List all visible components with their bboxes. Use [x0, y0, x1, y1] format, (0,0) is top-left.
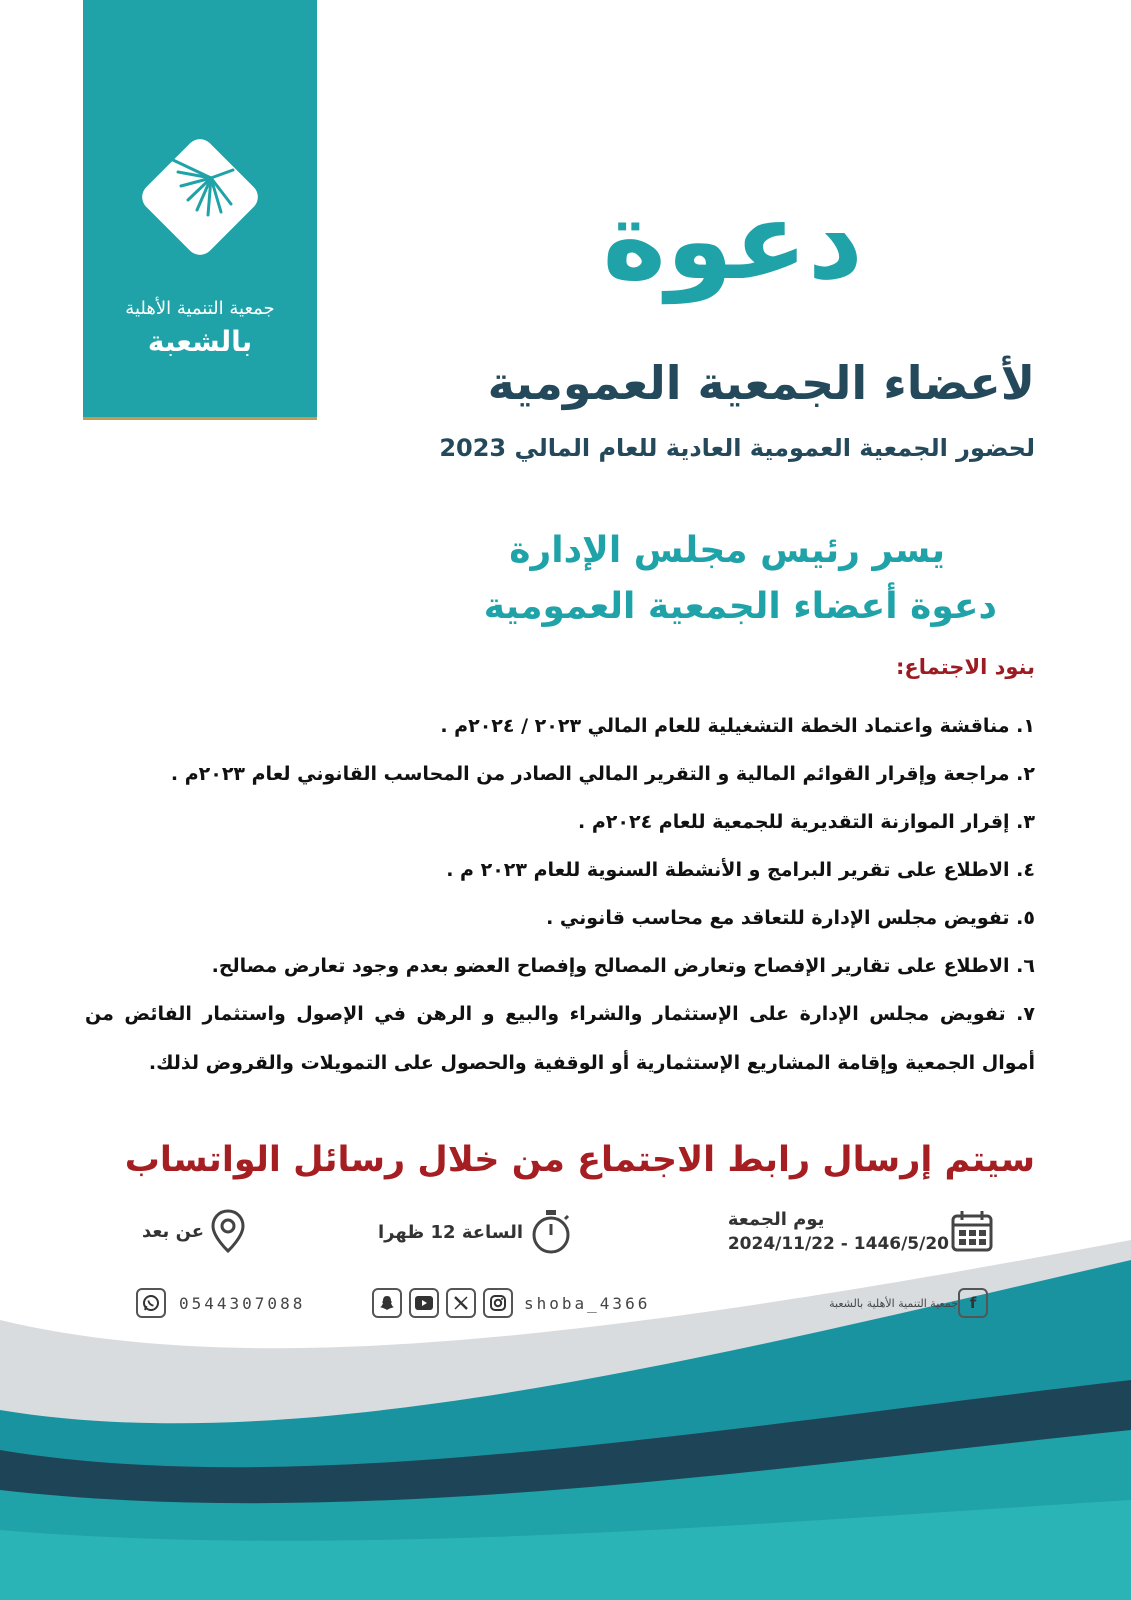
- agenda-item: ٧. تفويض مجلس الإدارة على الإستثمار والشراء والبيع و الرهن في الإصول واستثمار الفائض من أموال الجمعية وإقامة المشاريع الإستثمارية أو الوقفية والحصول على التمويلات والقروض لذلك.: [85, 1003, 1035, 1074]
- facebook-contact: [821, 1288, 995, 1318]
- calendar-icon: [949, 1208, 995, 1254]
- page-description: لحضور الجمعية العمومية العادية للعام المالي 2023: [439, 434, 1035, 462]
- org-name-line1: جمعية التنمية الأهلية: [125, 298, 275, 319]
- agenda-heading: بنود الاجتماع:: [896, 655, 1035, 679]
- location-pin-icon: [210, 1208, 246, 1254]
- page-subtitle: لأعضاء الجمعية العمومية: [487, 356, 1035, 410]
- palm-logo-icon: [133, 130, 267, 264]
- agenda-item: ٤. الاطلاع على تقرير البرامج و الأنشطة السنوية للعام ٢٠٢٣ م .: [446, 859, 1035, 881]
- agenda-item: ٥. تفويض مجلس الإدارة للتعاقد مع محاسب قانوني .: [546, 907, 1035, 929]
- instagram-icon[interactable]: [483, 1288, 513, 1318]
- whatsapp-icon[interactable]: [136, 1288, 166, 1318]
- agenda-item: ٣. إقرار الموازنة التقديرية للجمعية للعام ٢٠٢٤م .: [578, 811, 1035, 833]
- agenda-item: ٦. الاطلاع على تقارير الإفصاح وتعارض المصالح وإفصاح العضو بعدم وجود تعارض مصالح.: [211, 955, 1035, 977]
- event-date-text: [728, 1209, 949, 1254]
- agenda-item: ٢. مراجعة وإقرار القوائم المالية و التقرير المالي الصادر من المحاسب القانوني لعام ٢٠٢٣م .: [170, 763, 1035, 785]
- event-time: [372, 1208, 573, 1256]
- whatsapp-contact: [136, 1288, 305, 1318]
- snapchat-icon[interactable]: [372, 1288, 402, 1318]
- event-mode-label: عن بعد: [142, 1220, 205, 1242]
- stopwatch-icon: [529, 1208, 573, 1256]
- org-name-line2: بالشعبة: [147, 325, 253, 358]
- invitation-line-1: يسر رئيس مجلس الإدارة: [509, 530, 945, 571]
- phone-number: 0544307088: [179, 1293, 306, 1313]
- page-title: دعوة: [602, 179, 863, 304]
- invitation-line-2: دعوة أعضاء الجمعية العمومية: [483, 586, 997, 627]
- social-handle: shoba_4366: [524, 1293, 651, 1313]
- facebook-name: جمعية التنمية الأهلية بالشعبة: [829, 1296, 958, 1310]
- x-twitter-icon[interactable]: [446, 1288, 476, 1318]
- social-contacts: [372, 1288, 650, 1318]
- event-day-label: يوم الجمعة: [727, 1208, 825, 1230]
- decorative-waves: [0, 1200, 1131, 1600]
- event-date: 1446/5/20 - 2024/11/22: [727, 1233, 949, 1254]
- facebook-icon[interactable]: f: [958, 1288, 988, 1318]
- whatsapp-note: سيتم إرسال رابط الاجتماع من خلال رسائل الواتساب: [124, 1140, 1035, 1180]
- youtube-icon[interactable]: [409, 1288, 439, 1318]
- event-time-label: الساعة 12 ظهرا: [378, 1221, 524, 1243]
- agenda-item: ١. مناقشة واعتماد الخطة التشغيلية للعام المالي ٢٠٢٣ / ٢٠٢٤م .: [440, 715, 1035, 737]
- event-day: [722, 1208, 995, 1254]
- agenda-list: [85, 702, 1035, 1088]
- org-logo-block: [83, 0, 317, 420]
- event-mode: [136, 1208, 246, 1254]
